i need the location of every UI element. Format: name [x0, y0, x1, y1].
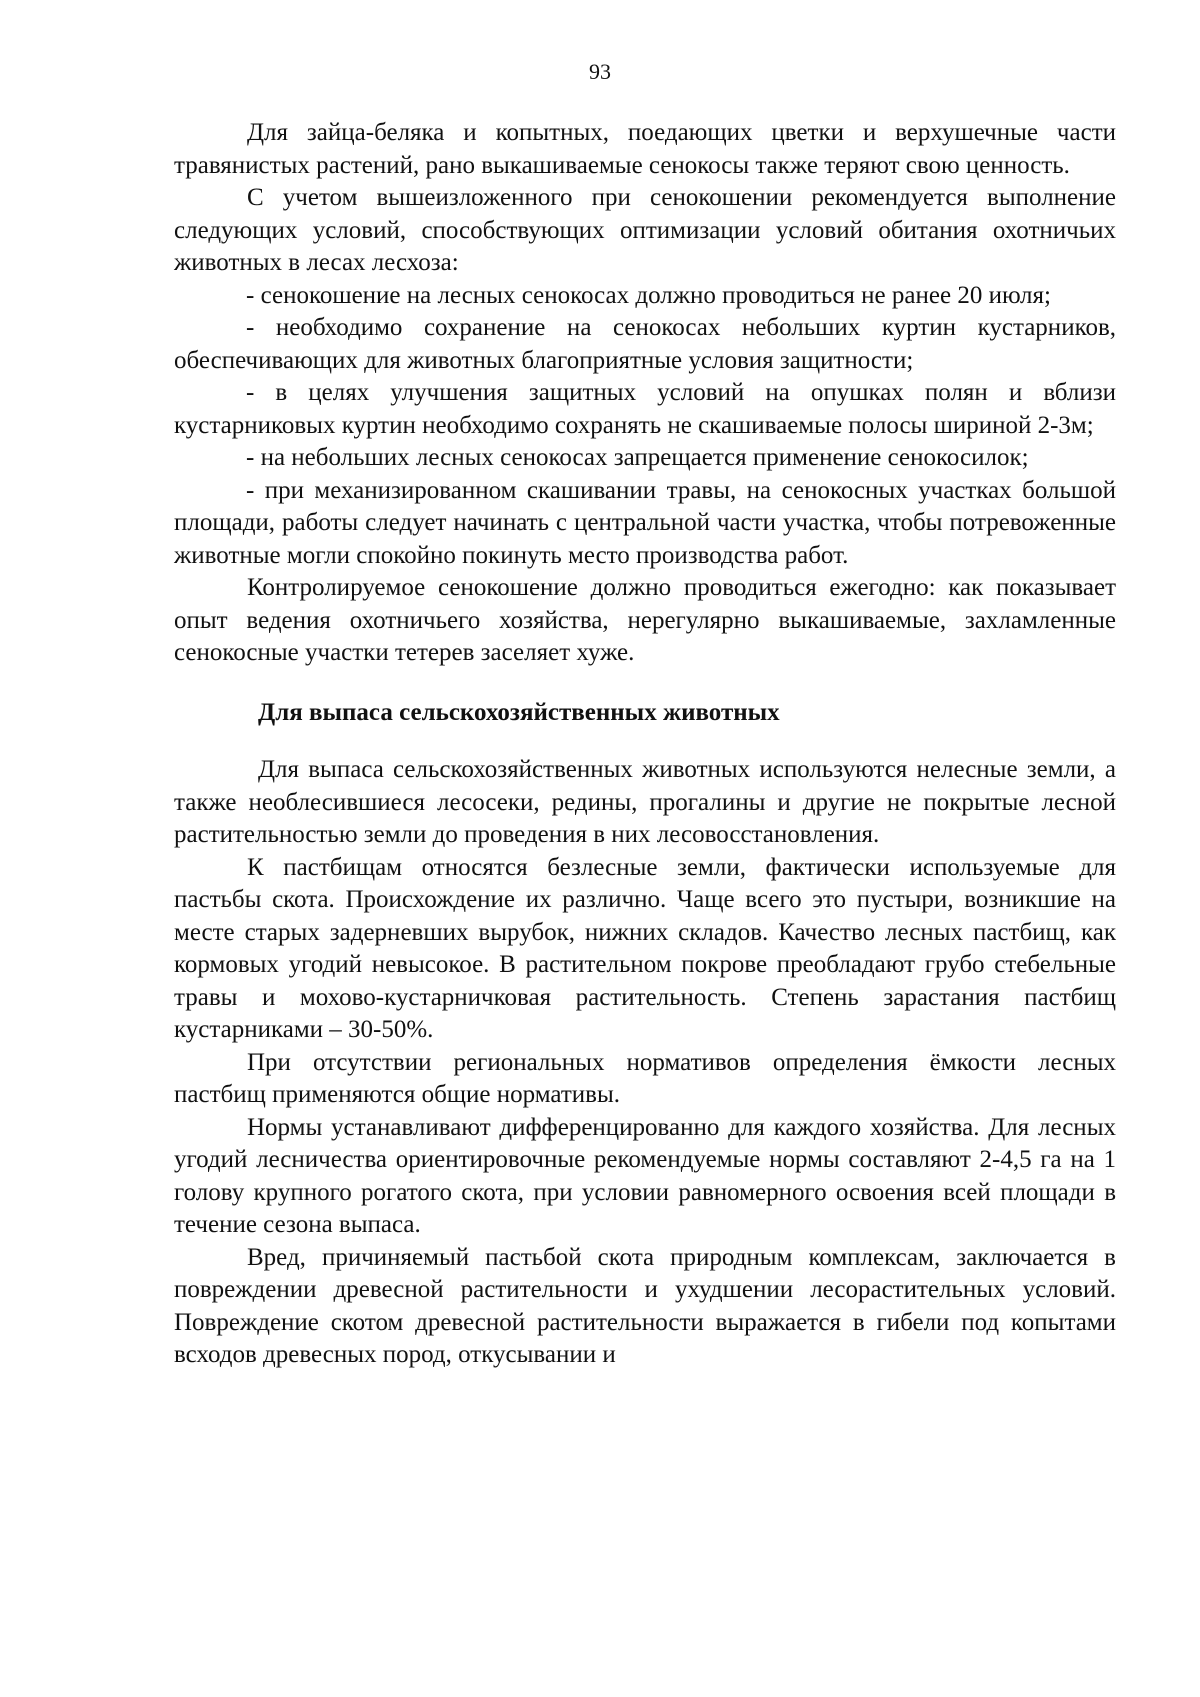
paragraph-capacity-norms: При отсутствии региональных нормативов определения ёмкости лесных пастбищ применяются общие нормативы. — [174, 1048, 1116, 1108]
paragraph-grazing-norms: Нормы устанавливают дифференцированно для каждого хозяйства. Для лесных угодий лесничества ориентировочные рекомендуемые нормы составляют 2-4,5 га на 1 голову крупного рогатого скота, при условии равномерного освоения всей площади в течение сезона выпаса. — [174, 1113, 1116, 1238]
list-item-unmown-strips: - в целях улучшения защитных условий на опушках полян и вблизи кустарниковых куртин необходимо сохранять не скашиваемые полосы шириной 2-3м; — [174, 379, 1116, 439]
list-item-mechanized-mowing: - при механизированном скашивании травы, на сенокосных участках большой площади, работы следует начинать с центральной части участка, чтобы потревоженные животные могли спокойно покинуть место производства работ. — [174, 476, 1116, 569]
page-body — [174, 117, 1116, 1372]
paragraph-grazing-damage: Вред, причиняемый пастьбой скота природным комплексам, заключается в повреждении древесной растительности и ухудшении лесорастительных условий. Повреждение скотом древесной растительности выражается в гибели под копытами всходов древесных пород, откусывании и — [174, 1243, 1116, 1368]
paragraph-hare-ungulates: Для зайца-беляка и копытных, поедающих цветки и верхушечные части травянистых растений, рано выкашиваемые сенокосы также теряют свою ценность. — [174, 119, 1116, 179]
paragraph-controlled-haymaking: Контролируемое сенокошение должно проводиться ежегодно: как показывает опыт ведения охотничьего хозяйства, нерегулярно выкашиваемые, захламленные сенокосные участки тетерев заселяет хуже. — [174, 574, 1116, 666]
paragraph-grazing-lands: Для выпаса сельскохозяйственных животных используются нелесные земли, а также необлесившиеся лесосеки, редины, прогалины и другие не покрытые лесной растительностью земли до проведения в них лесовосстановления. — [174, 756, 1116, 848]
paragraph-haymaking-conditions-intro: С учетом вышеизложенного при сенокошении рекомендуется выполнение следующих условий, способствующих оптимизации условий обитания охотничьих животных в лесах лесхоза: — [174, 184, 1116, 276]
paragraph-pastures: К пастбищам относятся безлесные земли, фактически используемые для пастьбы скота. Происхождение их различно. Чаще всего это пустыри, возникшие на месте старых задерневших вырубок, нижних складов. Качество лесных пастбищ, как кормовых угодий невысокое. В растительном покрове преобладают грубо стебельные травы и мохово-кустарничковая растительность. Степень зарастания пастбищ кустарниками – 30-50%. — [174, 853, 1116, 1043]
list-item-haymaking-date: - сенокошение на лесных сенокосах должно проводиться не ранее 20 июля; — [246, 281, 1051, 309]
page-number: 93 — [589, 59, 611, 84]
list-item-shrub-patches: - необходимо сохранение на сенокосах небольших куртин кустарников, обеспечивающих для животных благоприятные условия защитности; — [174, 314, 1116, 374]
list-item-mower-ban: - на небольших лесных сенокосах запрещается применение сенокосилок; — [246, 444, 1029, 471]
section-heading-grazing: Для выпаса сельскохозяйственных животных — [258, 698, 780, 726]
